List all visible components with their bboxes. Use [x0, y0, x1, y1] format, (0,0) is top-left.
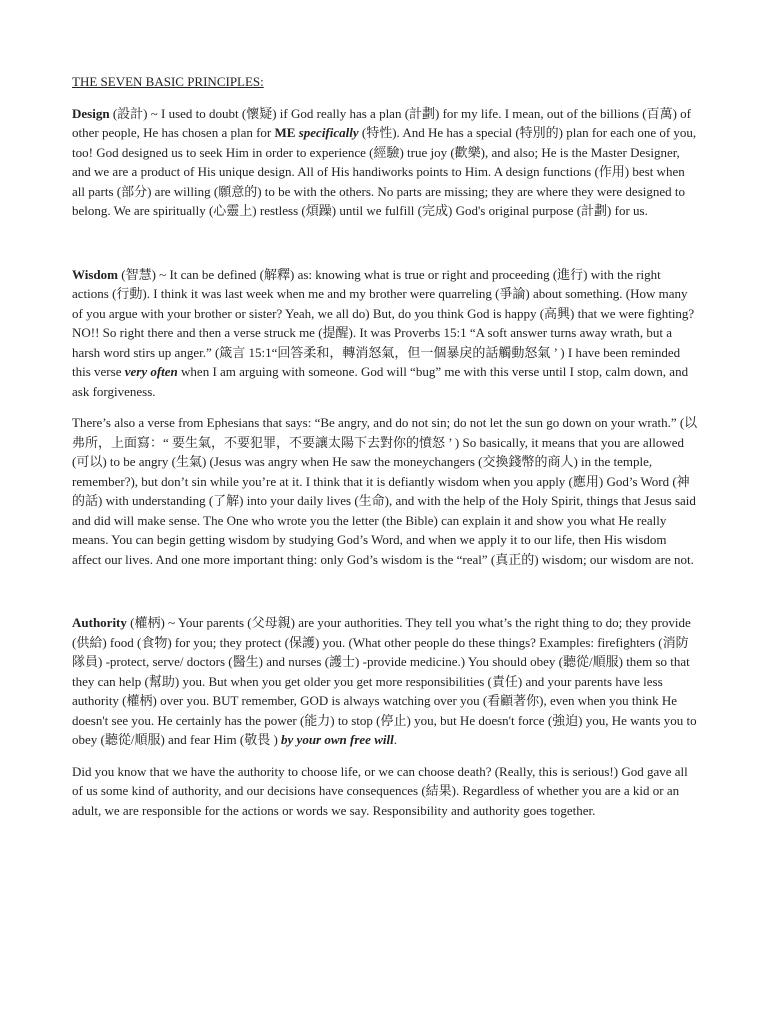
wisdom-emphasis-very-often: very often — [124, 364, 178, 379]
design-emphasis-me: ME — [274, 125, 296, 140]
authority-paragraph — [72, 613, 698, 750]
authority-emphasis-free-will: by your own free will — [281, 732, 394, 747]
wisdom-paragraph-2: There’s also a verse from Ephesians that says: “Be angry, and do not sin; do not let the sun go down on your wrath.” (以弗所，上面寫：“ 要生氣，不要犯罪，不要讓太陽下去對你的憤怒 ’ ) So basically, it means that you are allowed (可以) to be angry (生氣) (Jesus was angry when He saw the moneychangers (交換錢幣的商人) in the temple, remember?), but don’t sin while you’re at it. I think that it is defiantly wisdom when you apply (應用) God’s Word (神的話) with understanding (了解) into your daily lives (生命), and with the help of the Holy Spirit, things that Jesus said and did will make sense. The One who wrote you the letter (the Bible) can explain it and show you what He really means. You can begin getting wisdom by studying God’s Word, and when we apply it to our life, then His wisdom affect our lives. And one more important thing: only God’s wisdom is the “real” (真正的) wisdom; our wisdom are not. — [72, 415, 698, 567]
wisdom-text-1: (智慧) ~ It can be defined (解釋) as: knowing what is true or right and proceeding (進行) with the right actions (行動). I think it was last week when me and my brother were quarreling (爭論) about something. (How many of you argue with your brother or sister? Yeah, we all do) But, do you think God is happy (高興) that we were fighting? NO!! So right there and then a verse struck me (提醒). It was Proverbs 15:1 “A soft answer turns away wrath, but a harsh word stirs up anger.” (箴言 15:1“回答柔和，轉消怒氣，但一個暴戾的話觸動怒氣 ’ ) I have been reminded this verse — [72, 266, 695, 379]
wisdom-text-2: when I am arguing with someone. God will “bug” me with this verse until I stop, calm down, and ask forgiveness. — [72, 364, 689, 399]
design-paragraph — [72, 104, 698, 221]
authority-text-2: . — [393, 732, 397, 747]
authority-text-1: (權柄) ~ Your parents (父母親) are your authorities. They tell you what’s the right thing to do; they provide (供給) food (食物) for you; they protect (保護) you. (What other people do these things? Examples: firefighters (消防隊員) -protect, serve/ doctors (醫生) and nurses (護士) -provide medicine.) You should obey (聽從/順服) them so that they can help (幫助) you. But when you get older you get more responsibilities (責任) and your parents have less authority (權柄) over you. BUT remember, GOD is always watching over you (看顧著你), even when you think He doesn't see you. He certainly has the power (能力) to stop (停止) you, but He doesn't force (強迫) you, He wants you to obey (聽從/順服) and fear Him (敬畏 ) — [72, 615, 697, 747]
design-text-2: (特性). And He has a special (特別的) plan for each one of you, too! God designed us to seek Him in order to experience (經驗) true joy (歡樂), and also; He is the Master Designer, and we are a product of His unique design. All of His handiworks points to Him. A design functions (作用) best when all parts (部分) are willing (願意的) to be with the others. No parts are missing; they are where they were designed to belong. We are spiritually (心靈上) restless (煩躁) until we fulfill (完成) God's original purpose (計劃) for us. — [72, 125, 697, 218]
document-title: THE SEVEN BASIC PRINCIPLES: — [72, 74, 264, 89]
authority-term: Authority — [72, 615, 127, 630]
design-term: Design — [72, 105, 110, 121]
design-text-1: (設計) ~ I used to doubt (懷疑) if God really has a plan (計劃) for my life. I mean, out of the billions (百萬) of other people, He has chosen a plan for — [72, 105, 691, 140]
design-emphasis-specifically: specifically — [298, 125, 359, 140]
wisdom-term: Wisdom — [72, 266, 118, 282]
wisdom-paragraph — [72, 265, 698, 402]
authority-paragraph-2: Did you know that we have the authority to choose life, or we can choose death? (Really, this is serious!) God gave all of us some kind of authority, and our decisions have consequences (結果). Regardless of whether you are a kid or an adult, we are responsible for the actions or words we say. Responsibility and authority goes together. — [72, 763, 688, 818]
